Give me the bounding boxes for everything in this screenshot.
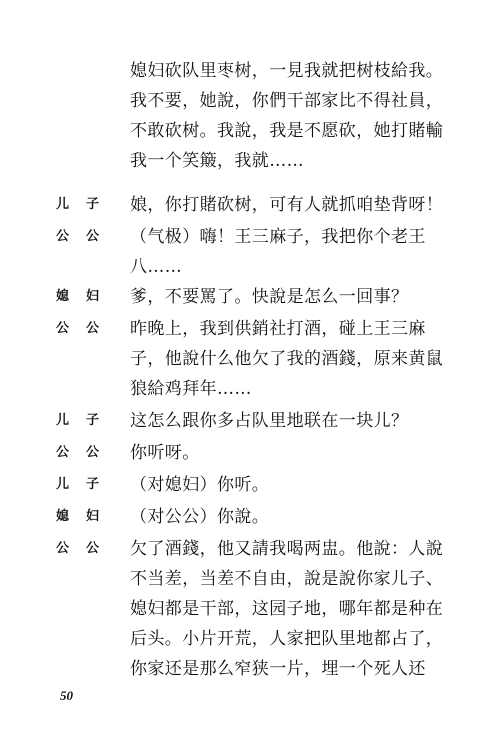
dialogue-block bbox=[0, 470, 490, 500]
page-number: 50 bbox=[60, 688, 73, 703]
dialogue-line: 欠了酒錢，他又請我喝两盅。他說：人說 bbox=[130, 539, 444, 559]
dialogue-line: （气极）嗨！王三麻子，我把你个老王 bbox=[130, 227, 426, 247]
dialogue-block-continuation bbox=[0, 56, 490, 176]
dialogue-block bbox=[0, 502, 490, 532]
speaker-name: 儿子 bbox=[56, 477, 117, 492]
dialogue-line: 不当差，当差不自由，說是說你家儿子、 bbox=[130, 569, 444, 589]
dialogue-line: 不敢砍树。我說，我是不愿砍，她打賭輸 bbox=[130, 121, 444, 141]
dialogue-line: （对媳妇）你听。 bbox=[130, 475, 270, 495]
dialogue-line: 子，他說什么他欠了我的酒錢，原来黄鼠 bbox=[130, 349, 444, 369]
speaker-name: 儿子 bbox=[56, 413, 117, 428]
dialogue-line: 八…… bbox=[130, 257, 183, 277]
speaker-name: 儿子 bbox=[56, 197, 117, 212]
speaker-name: 公公 bbox=[56, 321, 117, 336]
dialogue-line: 我一个笑簸，我就…… bbox=[130, 151, 304, 171]
dialogue-line: 你家还是那么窄狭一片，埋一个死人还 bbox=[130, 659, 426, 679]
dialogue-block bbox=[0, 282, 490, 312]
dialogue-block bbox=[0, 222, 490, 282]
speaker-name: 公公 bbox=[56, 445, 117, 460]
dialogue-line: 后头。小片开荒，人家把队里地都占了， bbox=[130, 629, 444, 649]
speaker-name: 媳妇 bbox=[56, 509, 117, 524]
dialogue-block bbox=[0, 438, 490, 468]
dialogue-block bbox=[0, 534, 490, 684]
dialogue-line: （对公公）你說。 bbox=[130, 507, 270, 527]
dialogue-block bbox=[0, 190, 490, 220]
dialogue-line: 娘，你打賭砍树，可有人就抓咱垫背呀！ bbox=[130, 195, 444, 215]
speaker-name: 公公 bbox=[56, 541, 117, 556]
dialogue-line: 狼給鸡拜年…… bbox=[130, 379, 252, 399]
dialogue-line: 昨晚上，我到供銷社打酒，碰上王三麻 bbox=[130, 319, 426, 339]
dialogue-block bbox=[0, 314, 490, 404]
dialogue-block bbox=[0, 406, 490, 436]
dialogue-line: 媳妇砍队里枣树，一見我就把树枝給我。 bbox=[130, 61, 444, 81]
dialogue-line: 我不要，她說，你們干部家比不得社員， bbox=[130, 91, 444, 111]
dialogue-line: 媳妇都是干部，这园子地，哪年都是种在 bbox=[130, 599, 444, 619]
speaker-name: 公公 bbox=[56, 229, 117, 244]
dialogue-line: 这怎么跟你多占队里地联在一块儿？ bbox=[130, 411, 409, 431]
dialogue-line: 你听呀。 bbox=[130, 443, 200, 463]
dialogue-line: 爹，不要罵了。快說是怎么一回事？ bbox=[130, 287, 409, 307]
speaker-name: 媳妇 bbox=[56, 289, 117, 304]
